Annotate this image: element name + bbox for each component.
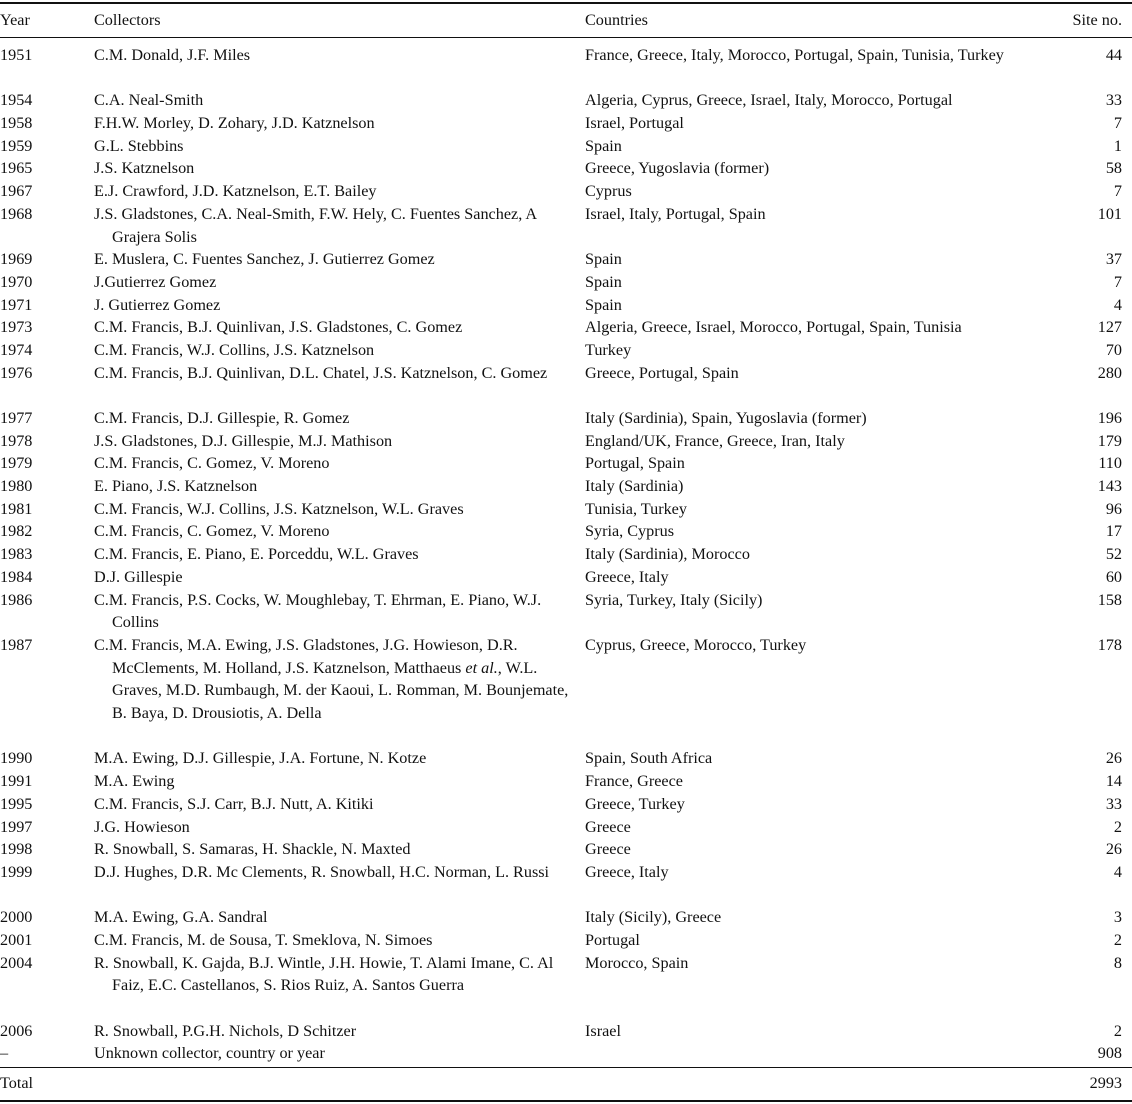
cell-site-no: 37 <box>1105 250 1122 269</box>
cell-site-no: 280 <box>1097 363 1122 382</box>
cell-countries: France, Greece, Italy, Morocco, Portugal, Spain, Tunisia, Turkey <box>585 46 1004 64</box>
cell-site-no: 158 <box>1097 590 1122 609</box>
cell-site-no: 110 <box>1098 454 1122 473</box>
cell-countries: Spain <box>585 136 622 155</box>
cell-countries: Cyprus <box>585 182 632 201</box>
cell-countries: Italy (Sardinia), Morocco <box>585 545 750 564</box>
cell-collectors: M.A. Ewing, D.J. Gillespie, J.A. Fortune, N. Kotze <box>94 749 427 768</box>
cell-countries: Spain, South Africa <box>585 749 713 768</box>
cell-countries: Tunisia, Turkey <box>585 499 687 518</box>
cell-site-no: 196 <box>1097 409 1122 428</box>
cell-year: 1976 <box>0 363 33 382</box>
cell-year: 1973 <box>0 318 33 337</box>
cell-collectors: M.A. Ewing <box>94 772 175 791</box>
cell-collectors: D.J. Gillespie <box>94 567 183 586</box>
cell-site-no: 101 <box>1097 204 1122 223</box>
table-row <box>0 793 1132 816</box>
cell-countries: Israel, Italy, Portugal, Spain <box>585 204 766 223</box>
cell-year: 1968 <box>0 204 33 223</box>
cell-countries: Israel, Portugal <box>585 114 684 133</box>
cell-site-no: 7 <box>1113 114 1122 133</box>
cell-collectors: C.M. Francis, C. Gomez, V. Moreno <box>94 522 330 541</box>
cell-collectors: C.M. Francis, C. Gomez, V. Moreno <box>94 454 330 473</box>
cell-countries: Syria, Turkey, Italy (Sicily) <box>585 590 763 609</box>
cell-year: 1990 <box>0 749 33 768</box>
table-row <box>0 861 1132 906</box>
table-row <box>0 543 1132 566</box>
cell-site-no: 7 <box>1113 272 1122 291</box>
cell-countries: Greece, Yugoslavia (former) <box>585 159 770 178</box>
table-row <box>0 634 1132 748</box>
cell-countries: Italy (Sardinia), Spain, Yugoslavia (former) <box>585 409 867 428</box>
cell-collectors: C.M. Francis, D.J. Gillespie, R. Gomez <box>94 409 350 428</box>
cell-collectors: J.G. Howieson <box>94 817 190 836</box>
cell-year: 1951 <box>0 46 33 64</box>
cell-year: 1969 <box>0 250 33 269</box>
cell-countries: Greece, Turkey <box>585 794 685 813</box>
cell-site-no: 2 <box>1113 817 1122 836</box>
header-countries: Countries <box>585 11 648 29</box>
table-row <box>0 452 1132 475</box>
total-value: 2993 <box>1089 1074 1122 1092</box>
cell-year: 1995 <box>0 794 33 813</box>
cell-collectors: C.M. Francis, E. Piano, E. Porceddu, W.L. Graves <box>94 545 419 564</box>
cell-collectors: C.M. Francis, B.J. Quinlivan, J.S. Gladstones, C. Gomez <box>94 318 463 337</box>
header-collectors: Collectors <box>94 11 161 29</box>
table-body <box>0 44 1132 1065</box>
cell-countries: Israel <box>585 1021 621 1040</box>
cell-site-no: 26 <box>1105 840 1122 859</box>
cell-collectors: E. Piano, J.S. Katznelson <box>94 477 258 496</box>
table-row <box>0 407 1132 430</box>
cell-collectors: J.S. Gladstones, D.J. Gillespie, M.J. Mathison <box>94 431 393 450</box>
cell-site-no: 908 <box>1097 1044 1122 1063</box>
cell-year: 1981 <box>0 499 33 518</box>
table-row <box>0 929 1132 952</box>
cell-countries: Algeria, Cyprus, Greece, Israel, Italy, Morocco, Portugal <box>585 91 953 110</box>
table-row <box>0 475 1132 498</box>
cell-site-no: 4 <box>1113 862 1122 881</box>
cell-year: 2006 <box>0 1021 33 1040</box>
cell-year: 1997 <box>0 817 33 836</box>
cell-year: 1991 <box>0 772 33 791</box>
cell-site-no: 96 <box>1105 499 1122 518</box>
top-rule <box>0 2 1132 4</box>
cell-site-no: 44 <box>1105 46 1122 64</box>
cell-collectors: D.J. Hughes, D.R. Mc Clements, R. Snowball, H.C. Norman, L. Russi <box>94 862 550 881</box>
cell-site-no: 3 <box>1113 908 1122 927</box>
cell-collectors: C.M. Donald, J.F. Miles <box>94 46 251 64</box>
cell-collectors: E. Muslera, C. Fuentes Sanchez, J. Gutierrez Gomez <box>94 250 435 269</box>
table-row <box>0 1042 1132 1065</box>
table-row <box>0 362 1132 407</box>
cell-year: 1971 <box>0 295 33 314</box>
cell-site-no: 2 <box>1113 1021 1122 1040</box>
cell-site-no: 127 <box>1097 318 1122 337</box>
table-row <box>0 180 1132 203</box>
cell-collectors: C.M. Francis, W.J. Collins, J.S. Katznelson <box>94 340 375 359</box>
cell-collectors: R. Snowball, P.G.H. Nichols, D Schitzer <box>94 1021 357 1040</box>
cell-countries: France, Greece <box>585 772 683 791</box>
table-row <box>0 906 1132 929</box>
cell-year: 1954 <box>0 91 33 110</box>
cell-countries: Spain <box>585 250 622 269</box>
cell-year: 2001 <box>0 930 33 949</box>
cell-collectors: C.M. Francis, S.J. Carr, B.J. Nutt, A. Kitiki <box>94 794 374 813</box>
cell-site-no: 179 <box>1097 431 1122 450</box>
cell-collectors: Unknown collector, country or year <box>94 1044 325 1063</box>
cell-collectors: R. Snowball, S. Samaras, H. Shackle, N. Maxted <box>94 840 411 859</box>
total-label: Total <box>0 1074 34 1092</box>
table-row <box>0 44 1132 89</box>
cell-countries: Greece <box>585 840 631 859</box>
cell-collectors: F.H.W. Morley, D. Zohary, J.D. Katznelson <box>94 114 375 133</box>
cell-collectors: E.J. Crawford, J.D. Katznelson, E.T. Bailey <box>94 182 377 201</box>
cell-site-no: 58 <box>1105 159 1122 178</box>
header-year: Year <box>0 11 30 29</box>
table-row <box>0 838 1132 861</box>
cell-collectors: M.A. Ewing, G.A. Sandral <box>94 908 268 927</box>
table-row <box>0 89 1132 112</box>
cell-collectors: R. Snowball, K. Gajda, B.J. Wintle, J.H. Howie, T. Alami Imane, C. Al Faiz, E.C. Castellanos, S. Rios Ruiz, A. Santos Guerra <box>94 953 554 995</box>
table-row <box>0 566 1132 589</box>
cell-site-no: 33 <box>1105 794 1122 813</box>
cell-year: 1967 <box>0 182 33 201</box>
cell-site-no: 14 <box>1105 772 1122 791</box>
cell-year: 1979 <box>0 454 33 473</box>
cell-site-no: 178 <box>1097 635 1122 654</box>
cell-collectors: C.M. Francis, P.S. Cocks, W. Moughlebay, T. Ehrman, E. Piano, W.J. Collins <box>94 590 542 632</box>
cell-site-no: 4 <box>1113 295 1122 314</box>
cell-collectors: J.Gutierrez Gomez <box>94 272 217 291</box>
cell-collectors: J.S. Gladstones, C.A. Neal-Smith, F.W. Hely, C. Fuentes Sanchez, A Grajera Solis <box>94 204 537 246</box>
table-row <box>0 430 1132 453</box>
cell-collectors: C.M. Francis, B.J. Quinlivan, D.L. Chatel, J.S. Katznelson, C. Gomez <box>94 363 548 382</box>
cell-year: 2000 <box>0 908 33 927</box>
cell-site-no: 7 <box>1113 182 1122 201</box>
cell-site-no: 8 <box>1113 953 1122 972</box>
cell-countries: Algeria, Greece, Israel, Morocco, Portugal, Spain, Tunisia <box>585 318 962 337</box>
cell-site-no: 52 <box>1105 545 1122 564</box>
header-rule <box>0 37 1132 38</box>
cell-countries: Italy (Sardinia) <box>585 477 684 496</box>
total-rule <box>0 1067 1132 1068</box>
cell-collectors: J.S. Katznelson <box>94 159 195 178</box>
cell-site-no: 17 <box>1105 522 1122 541</box>
table-row <box>0 816 1132 839</box>
cell-countries: Portugal, Spain <box>585 454 685 473</box>
cell-year: 2004 <box>0 953 33 972</box>
cell-year: 1978 <box>0 431 33 450</box>
cell-countries: England/UK, France, Greece, Iran, Italy <box>585 431 845 450</box>
cell-site-no: 70 <box>1105 340 1122 359</box>
cell-countries: Italy (Sicily), Greece <box>585 908 722 927</box>
bottom-rule <box>0 1100 1132 1102</box>
cell-year: 1959 <box>0 136 33 155</box>
table-row <box>0 520 1132 543</box>
cell-countries: Syria, Cyprus <box>585 522 675 541</box>
cell-site-no: 143 <box>1097 477 1122 496</box>
cell-year: 1982 <box>0 522 33 541</box>
cell-collectors: G.L. Stebbins <box>94 136 184 155</box>
table-row <box>0 747 1132 770</box>
cell-year: 1974 <box>0 340 33 359</box>
table-row <box>0 248 1132 271</box>
cell-year: 1970 <box>0 272 33 291</box>
table-row <box>0 271 1132 294</box>
cell-countries: Spain <box>585 295 622 314</box>
table-row <box>0 589 1132 634</box>
cell-year: 1983 <box>0 545 33 564</box>
cell-countries: Greece <box>585 817 631 836</box>
cell-collectors: C.A. Neal-Smith <box>94 91 204 110</box>
cell-site-no: 33 <box>1105 91 1122 110</box>
header-site-no: Site no. <box>1072 11 1122 29</box>
cell-site-no: 1 <box>1113 136 1122 155</box>
cell-collectors: J. Gutierrez Gomez <box>94 295 221 314</box>
table-row <box>0 1020 1132 1043</box>
table-row <box>0 952 1132 1020</box>
cell-collectors: C.M. Francis, W.J. Collins, J.S. Katznelson, W.L. Graves <box>94 499 464 518</box>
cell-year: 1999 <box>0 862 33 881</box>
cell-site-no: 2 <box>1113 930 1122 949</box>
cell-year: 1998 <box>0 840 33 859</box>
cell-year: – <box>0 1044 9 1063</box>
table-row <box>0 294 1132 317</box>
cell-year: 1986 <box>0 590 33 609</box>
cell-countries: Greece, Italy <box>585 862 669 881</box>
table-row <box>0 316 1132 339</box>
cell-countries: Spain <box>585 272 622 291</box>
cell-year: 1980 <box>0 477 33 496</box>
table-row <box>0 339 1132 362</box>
table-row <box>0 203 1132 248</box>
cell-site-no: 60 <box>1105 567 1122 586</box>
cell-countries: Turkey <box>585 340 632 359</box>
cell-year: 1965 <box>0 159 33 178</box>
cell-countries: Morocco, Spain <box>585 953 689 972</box>
table-row <box>0 135 1132 158</box>
cell-year: 1987 <box>0 635 33 654</box>
cell-collectors: C.M. Francis, M. de Sousa, T. Smeklova, N. Simoes <box>94 930 433 949</box>
cell-countries: Greece, Portugal, Spain <box>585 363 739 382</box>
table-row <box>0 157 1132 180</box>
cell-year: 1977 <box>0 409 33 428</box>
table-row <box>0 112 1132 135</box>
table-row <box>0 770 1132 793</box>
cell-collectors: C.M. Francis, M.A. Ewing, J.S. Gladstones, J.G. Howieson, D.R. McClements, M. Holland, J.S. Katznelson, Matthaeus et al., W.L. Graves, M.D. Rumbaugh, M. der Kaoui, L. Romman, M. Bounjemate, B. Baya, D. Drousiotis, A. Della <box>94 635 569 723</box>
table-row <box>0 498 1132 521</box>
cell-countries: Portugal <box>585 930 640 949</box>
cell-year: 1958 <box>0 114 33 133</box>
cell-site-no: 26 <box>1105 749 1122 768</box>
cell-year: 1984 <box>0 567 33 586</box>
cell-countries: Cyprus, Greece, Morocco, Turkey <box>585 635 807 654</box>
cell-countries: Greece, Italy <box>585 567 669 586</box>
